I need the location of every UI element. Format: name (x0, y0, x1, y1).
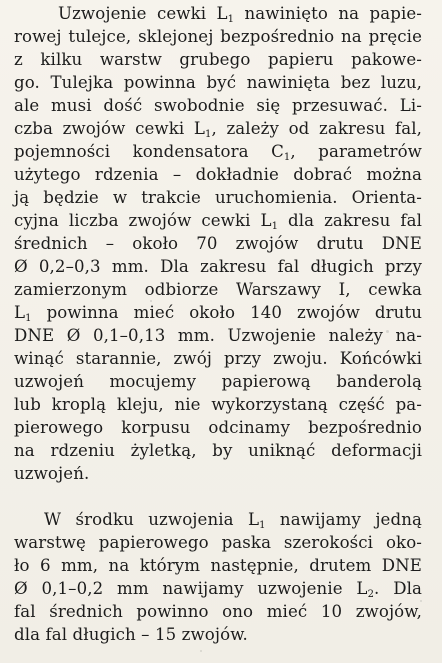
text-segment: warstwę papierowego paska szerokości oko- (14, 533, 422, 552)
text-segment: Ø 0,2–0,3 mm. Dla zakresu fal długich przy (14, 257, 422, 276)
text-line (14, 29, 422, 46)
text-line (14, 75, 422, 92)
text-segment: rowej tulejce, sklejonej bezpośrednio na pręcie (14, 27, 422, 46)
text-line (44, 512, 422, 529)
text-line (14, 167, 422, 184)
text-line (14, 374, 422, 391)
text-line (14, 604, 422, 621)
text-line (14, 190, 422, 207)
subscript: 2 (367, 589, 375, 600)
text-line (14, 466, 422, 483)
text-line (58, 6, 422, 23)
text-segment: , zależy od zakresu fal, (211, 119, 422, 138)
paper-speck (44, 540, 46, 542)
text-segment: uzwojeń. (14, 464, 90, 483)
paper-speck (420, 600, 422, 602)
text-line (14, 397, 422, 414)
text-segment: Ø 0,1–0,2 mm nawijamy uzwojenie L (14, 579, 368, 598)
text-segment: zamierzonym odbiorze Warszawy I, cewka (14, 280, 422, 299)
text-line (14, 52, 422, 69)
text-segment: ją będzie w trakcie uruchomienia. Orienta- (14, 188, 422, 207)
text-segment: średnich – około 70 zwojów drutu DNE (14, 234, 422, 253)
subscript: 1 (205, 129, 212, 140)
text-line (14, 627, 422, 644)
text-segment: powinna mieć około 140 zwojów drutu (31, 303, 422, 322)
paper-speck (150, 300, 152, 302)
text-segment: L (14, 303, 26, 322)
text-line (14, 236, 422, 253)
subscript: 1 (283, 152, 291, 163)
text-line (14, 259, 422, 276)
text-segment: uzwojeń mocujemy papierową banderolą (14, 372, 422, 391)
text-segment: dla fal długich – 15 zwojów. (14, 625, 248, 644)
text-segment: winąć starannie, zwój przy zwoju. Końcówki (14, 349, 422, 368)
text-line (14, 535, 422, 552)
text-segment: , parametrów (290, 142, 422, 161)
text-segment: . Dla (374, 579, 422, 598)
text-segment: fal średnich powinno ono mieć 10 zwojów, (14, 602, 422, 621)
text-line (14, 213, 422, 230)
text-segment: lub kroplą kleju, nie wykorzystaną część pa- (14, 395, 422, 414)
text-segment: go. Tulejka powinna być nawinięta bez luzu, (14, 73, 422, 92)
text-segment: Uzwojenie cewki L (58, 4, 228, 23)
subscript: 1 (259, 520, 266, 531)
text-line (14, 144, 422, 161)
text-segment: DNE Ø 0,1–0,13 mm. Uzwojenie należy na- (14, 326, 422, 345)
text-segment: użytego rdzenia – dokładnie dobrać można (14, 165, 422, 184)
paper-speck (410, 88, 412, 90)
text-line (14, 328, 422, 345)
text-line (14, 98, 422, 115)
text-segment: ło 6 mm, na którym następnie, drutem DNE (14, 556, 422, 575)
text-segment: W środku uzwojenia L (44, 510, 260, 529)
text-segment: na rdzeniu żyletką, by uniknąć deformacji (14, 441, 422, 460)
text-segment: z kilku warstw grubego papieru pakowe- (14, 50, 422, 69)
text-segment: pojemności kondensatora C (14, 142, 284, 161)
text-line (14, 351, 422, 368)
paper-speck (386, 330, 389, 333)
text-segment: nawinięto na papie- (234, 4, 422, 23)
text-segment: nawijamy jedną (265, 510, 422, 529)
text-segment: pierowego korpusu odcinamy bezpośrednio (14, 418, 422, 437)
text-segment: dla zakresu fal (278, 211, 422, 230)
text-line (14, 305, 422, 322)
subscript: 1 (227, 14, 235, 25)
text-line (14, 420, 422, 437)
text-line (14, 282, 422, 299)
text-line (14, 581, 422, 598)
text-segment: cyjna liczba zwojów cewki L (14, 211, 272, 230)
text-segment: ale musi dość swobodnie się przesuwać. Li- (14, 96, 422, 115)
subscript: 1 (25, 313, 32, 324)
text-segment: czba zwojów cewki L (14, 119, 205, 138)
paper-speck (330, 520, 332, 522)
text-line (14, 443, 422, 460)
subscript: 1 (271, 221, 279, 232)
text-line (14, 558, 422, 575)
paper-speck (200, 650, 202, 652)
text-line (14, 121, 422, 138)
